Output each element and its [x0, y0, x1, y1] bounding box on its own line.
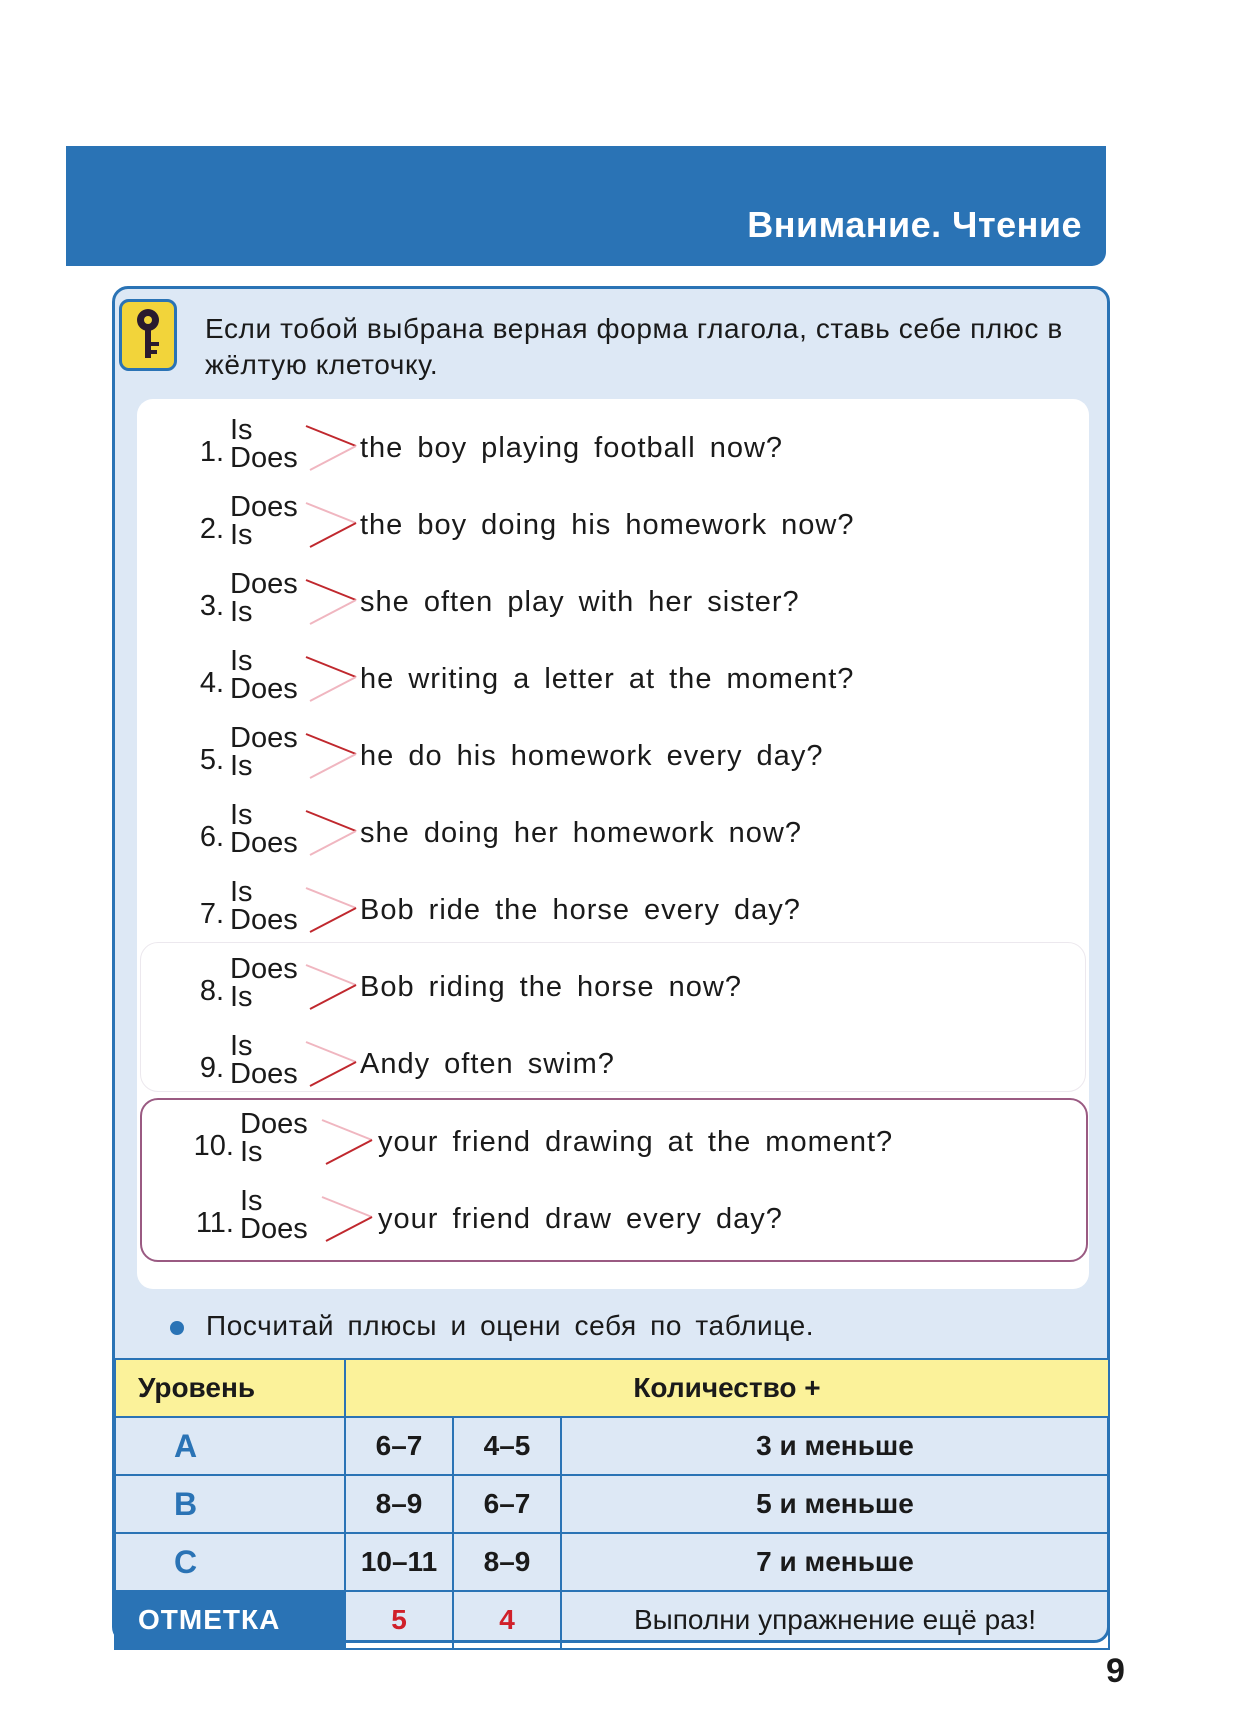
bullet-instruction	[170, 1310, 814, 1342]
exercise-sentence: she doing her homework now?	[360, 817, 802, 849]
exercise-number: 11.	[195, 1207, 234, 1239]
choice-arrow-icon	[304, 651, 360, 707]
table-row	[115, 1417, 1109, 1475]
instruction-text: Если тобой выбрана верная форма глагола, ставь себе плюс в жёлтую клеточку.	[205, 313, 1063, 380]
choice-arrow-icon	[304, 497, 360, 553]
count-for-5: 10–11	[345, 1533, 453, 1591]
exercise-number: 2.	[199, 513, 224, 545]
choice-arrow-icon	[304, 805, 360, 861]
exercise-sentence: Bob riding the horse now?	[360, 971, 742, 1003]
count-for-3: 5 и меньше	[561, 1475, 1109, 1533]
level-label: B	[115, 1475, 345, 1533]
choice-arrow-icon	[320, 1114, 376, 1170]
verb-option: Is	[230, 596, 253, 628]
verb-option: Is	[230, 750, 253, 782]
header-count: Количество +	[345, 1359, 1109, 1417]
verb-option: Is	[230, 645, 253, 677]
header-band	[66, 146, 1106, 266]
exercise-sentence: Bob ride the horse every day?	[360, 894, 801, 926]
bullet-text: Посчитай плюсы и оцени себя по таблице.	[206, 1310, 815, 1341]
key-icon	[119, 299, 177, 371]
count-for-4: 8–9	[453, 1533, 561, 1591]
table-header-row	[115, 1359, 1109, 1417]
verb-option: Does	[230, 904, 298, 936]
exercise-number: 7.	[199, 898, 224, 930]
choice-arrow-icon	[304, 728, 360, 784]
exercise-sentence: Andy often swim?	[360, 1048, 615, 1080]
count-for-3: 3 и меньше	[561, 1417, 1109, 1475]
verb-option: Does	[230, 491, 298, 523]
exercise-number: 9.	[199, 1052, 224, 1084]
choice-arrow-icon	[304, 959, 360, 1015]
choice-arrow-icon	[304, 574, 360, 630]
score-table	[114, 1358, 1110, 1650]
verb-option: Is	[230, 799, 253, 831]
count-for-5: 6–7	[345, 1417, 453, 1475]
exercise-sentence: the boy doing his homework now?	[360, 509, 855, 541]
level-label: A	[115, 1417, 345, 1475]
choice-arrow-icon	[304, 882, 360, 938]
exercise-sentence: your friend drawing at the moment?	[378, 1126, 894, 1158]
verb-option: Is	[240, 1136, 263, 1168]
exercise-number: 5.	[199, 744, 224, 776]
verb-option: Does	[230, 442, 298, 474]
exercise-number: 8.	[199, 975, 224, 1007]
verb-option: Does	[230, 953, 298, 985]
count-for-3: 7 и меньше	[561, 1533, 1109, 1591]
verb-option: Does	[240, 1213, 308, 1245]
level-label: C	[115, 1533, 345, 1591]
verb-option: Does	[230, 722, 298, 754]
count-for-5: 8–9	[345, 1475, 453, 1533]
exercise-number: 1.	[199, 436, 224, 468]
exercise-number: 4.	[199, 667, 224, 699]
verb-option: Is	[230, 414, 253, 446]
mark-label: ОТМЕТКА	[115, 1591, 345, 1649]
choice-arrow-icon	[304, 420, 360, 476]
verb-option: Does	[230, 827, 298, 859]
exercise-sentence: the boy playing football now?	[360, 432, 784, 464]
count-for-4: 6–7	[453, 1475, 561, 1533]
exercise-sentence: she often play with her sister?	[360, 586, 800, 618]
verb-option: Does	[240, 1108, 308, 1140]
bullet-icon	[170, 1321, 184, 1335]
verb-option: Is	[240, 1185, 263, 1217]
mark-message: Выполни упражнение ещё раз!	[561, 1591, 1109, 1649]
verb-option: Is	[230, 1030, 253, 1062]
mark-5: 5	[345, 1591, 453, 1649]
exercise-sentence: your friend draw every day?	[378, 1203, 783, 1235]
verb-option: Is	[230, 876, 253, 908]
exercise-sentence: he writing a letter at the moment?	[360, 663, 855, 695]
page-title: Внимание. Чтение	[747, 204, 1082, 245]
verb-option: Is	[230, 519, 253, 551]
choice-arrow-icon	[304, 1036, 360, 1092]
choice-arrow-icon	[320, 1191, 376, 1247]
mark-row	[115, 1591, 1109, 1649]
exercise-number: 10.	[193, 1130, 234, 1162]
table-row	[115, 1533, 1109, 1591]
header-level: Уровень	[115, 1359, 345, 1417]
exercise-sentence: he do his homework every day?	[360, 740, 824, 772]
page-number: 9	[1106, 1652, 1125, 1690]
verb-option: Does	[230, 1058, 298, 1090]
exercise-number: 3.	[199, 590, 224, 622]
exercise-number: 6.	[199, 821, 224, 853]
verb-option: Does	[230, 673, 298, 705]
verb-option: Does	[230, 568, 298, 600]
mark-4: 4	[453, 1591, 561, 1649]
table-row	[115, 1475, 1109, 1533]
verb-option: Is	[230, 981, 253, 1013]
count-for-4: 4–5	[453, 1417, 561, 1475]
